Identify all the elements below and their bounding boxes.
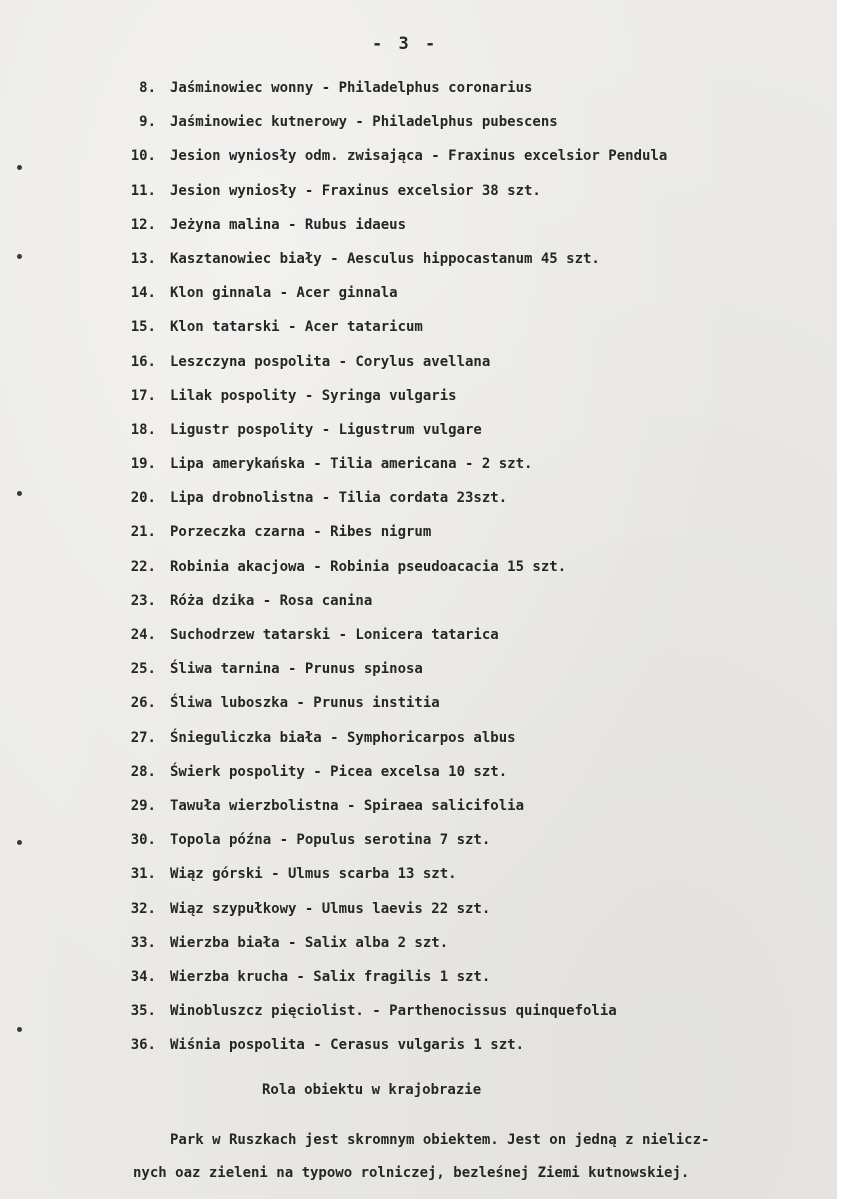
punch-mark [17,840,22,845]
item-number: 19. [130,456,156,473]
item-text: Tawuła wierzbolistna - Spiraea salicifolia [170,797,525,814]
item-text: Klon ginnala - Acer ginnala [170,285,398,302]
item-number: 25. [130,661,156,678]
item-text: Topola późna - Populus serotina 7 szt. [170,832,491,849]
item-text: Klon tatarski - Acer tataricum [170,319,423,336]
item-number: 20. [130,490,156,507]
item-number: 23. [130,592,156,609]
item-number: 11. [130,182,156,199]
item-text: Śnieguliczka biała - Symphoricarpos albus [170,729,516,746]
paragraph-line: nych oaz zieleni na typowo rolniczej, bezleśnej Ziemi kutnowskiej. [133,1165,690,1181]
item-text: Jesion wyniosły odm. zwisająca - Fraxinus excelsior Pendula [170,148,668,165]
item-text: Jaśminowiec kutnerowy - Philadelphus pubescens [170,114,558,131]
item-text: Jesion wyniosły - Fraxinus excelsior 38 szt. [170,182,541,199]
item-text: Róża dzika - Rosa canina [170,592,373,609]
item-number: 27. [130,729,156,746]
item-text: Śliwa tarnina - Prunus spinosa [170,661,423,678]
item-text: Leszczyna pospolita - Corylus avellana [170,353,491,370]
item-text: Wiąz górski - Ulmus scarba 13 szt. [170,866,457,883]
item-number: 22. [130,558,156,575]
item-text: Kasztanowiec biały - Aesculus hippocastanum 45 szt. [170,250,600,267]
item-number: 35. [130,1003,156,1020]
item-text: Suchodrzew tatarski - Lonicera tatarica [170,627,499,643]
item-text: Lipa amerykańska - Tilia americana - 2 szt. [170,456,533,473]
item-number: 17. [130,387,156,404]
item-number: 24. [130,627,156,643]
item-text: Lipa drobnolistna - Tilia cordata 23szt. [170,490,508,507]
item-text: Świerk pospolity - Picea excelsa 10 szt. [170,763,508,780]
item-number: 32. [130,900,156,917]
item-number: 12. [130,216,156,233]
item-number: 21. [130,524,156,541]
punch-mark [17,254,22,259]
item-number: 33. [130,934,156,951]
item-number: 9. [139,114,156,131]
item-text: Winobluszcz pięciolist. - Parthenocissus quinquefolia [170,1003,617,1020]
punch-mark [17,1027,22,1032]
item-text: Wiśnia pospolita - Cerasus vulgaris 1 szt. [170,1037,525,1054]
item-number: 31. [130,866,156,883]
item-number: 18. [130,421,156,438]
item-number: 16. [130,353,156,370]
item-number: 29. [130,797,156,814]
item-number: 14. [130,285,156,302]
punch-mark [17,165,22,170]
item-text: Wierzba krucha - Salix fragilis 1 szt. [170,968,491,985]
section-heading: Rola obiektu w krajobrazie [262,1082,482,1098]
item-text: Wierzba biała - Salix alba 2 szt. [170,934,449,951]
item-text: Porzeczka czarna - Ribes nigrum [170,524,432,541]
item-text: Robinia akacjowa - Robinia pseudoacacia 15 szt. [170,558,567,575]
item-text: Śliwa luboszka - Prunus institia [170,695,440,712]
item-number: 26. [130,695,156,712]
page-number: - 3 - [372,34,439,54]
item-number: 8. [139,80,156,96]
item-text: Wiąz szypułkowy - Ulmus laevis 22 szt. [170,900,491,917]
item-number: 13. [130,250,156,267]
item-number: 34. [130,968,156,985]
item-number: 30. [130,832,156,849]
item-text: Lilak pospolity - Syringa vulgaris [170,387,457,404]
item-number: 36. [130,1037,156,1054]
page-edge [837,0,841,1199]
item-text: Jaśminowiec wonny - Philadelphus coronarius [170,80,533,96]
item-text: Jeżyna malina - Rubus idaeus [170,216,407,233]
item-number: 10. [130,148,156,165]
paragraph-line: Park w Ruszkach jest skromnym obiektem. Jest on jedną z nielicz- [170,1132,710,1148]
item-text: Ligustr pospolity - Ligustrum vulgare [170,421,482,438]
item-number: 15. [130,319,156,336]
punch-mark [17,491,22,496]
paragraph [133,1124,823,1190]
item-number: 28. [130,763,156,780]
